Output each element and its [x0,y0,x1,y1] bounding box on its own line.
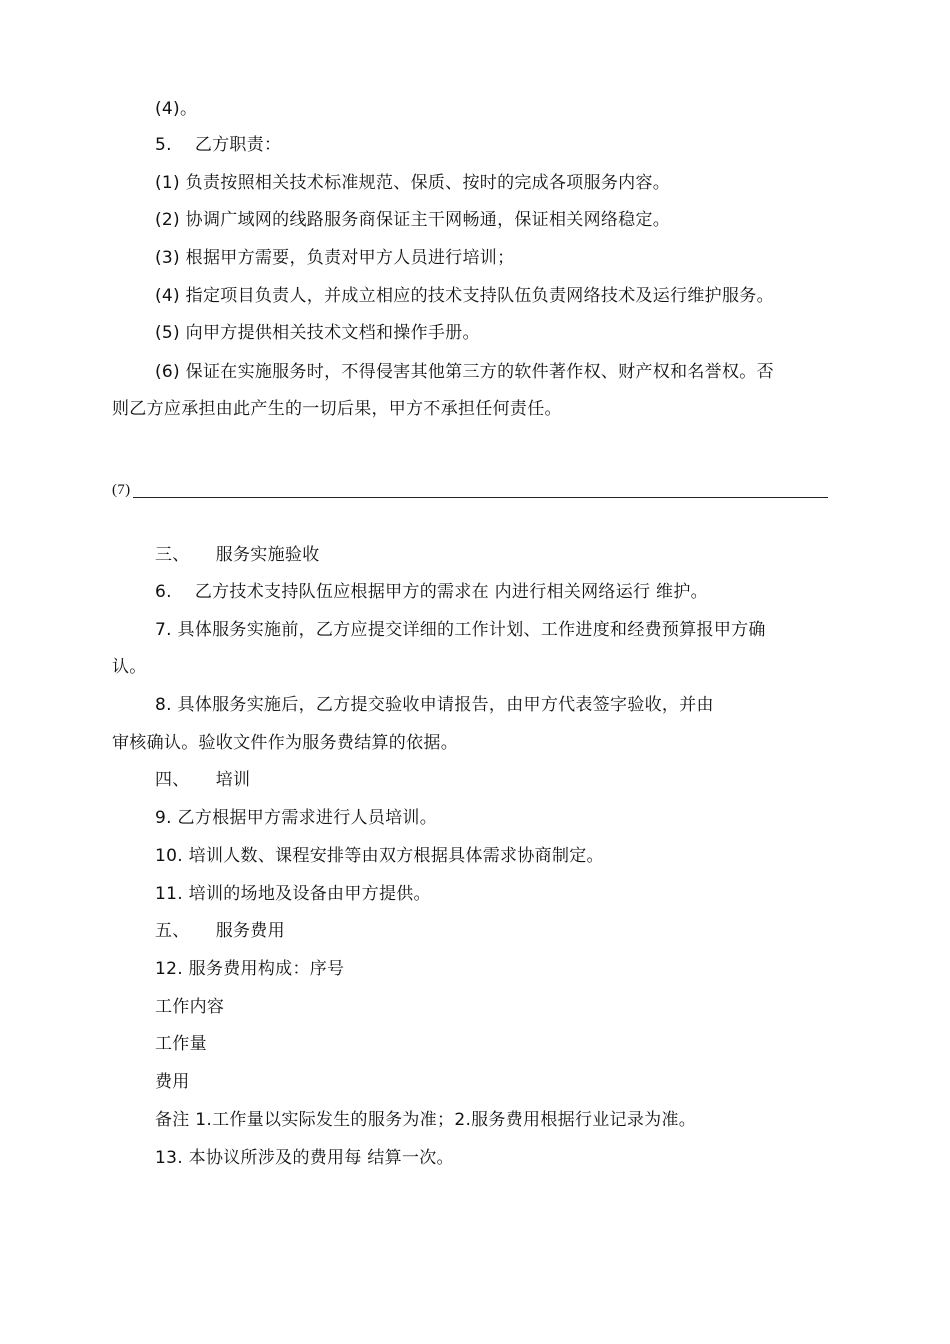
text-line: (6) 保证在实施服务时，不得侵害其他第三方的软件著作权、财产权和名誉权。否 [155,362,774,382]
text-line: 10. 培训人数、课程安排等由双方根据具体需求协商制定。 [155,846,604,866]
text-line: (5) 向甲方提供相关技术文档和操作手册。 [155,323,480,343]
text-line: 13. 本协议所涉及的费用每 结算一次。 [155,1148,454,1168]
text-line: (1) 负责按照相关技术标准规范、保质、按时的完成各项服务内容。 [155,173,671,193]
text-line: (4) 指定项目负责人，并成立相应的技术支持队伍负责网络技术及运行维护服务。 [155,286,774,306]
blank-fill-line [133,497,828,498]
text-line: 11. 培训的场地及设备由甲方提供。 [155,884,431,904]
text-line: 12. 服务费用构成：序号 [155,959,345,979]
section-heading: 四、 培训 [155,770,251,790]
text-line: 认。 [112,657,147,677]
text-line: 7. 具体服务实施前，乙方应提交详细的工作计划、工作进度和经费预算报甲方确 [155,620,766,640]
text-line: (3) 根据甲方需要，负责对甲方人员进行培训； [155,248,515,268]
text-line: 审核确认。验收文件作为服务费结算的依据。 [112,733,458,753]
text-line: 则乙方应承担由此产生的一切后果，甲方不承担任何责任。 [112,399,562,419]
text-line: 备注 1.工作量以实际发生的服务为准；2.服务费用根据行业记录为准。 [155,1110,697,1130]
text-line: 9. 乙方根据甲方需求进行人员培训。 [155,808,438,828]
text-line: 工作量 [155,1034,207,1054]
text-line: 6. 乙方技术支持队伍应根据甲方的需求在 内进行相关网络运行 维护。 [155,582,708,602]
text-line: (2) 协调广域网的线路服务商保证主干网畅通，保证相关网络稳定。 [155,210,671,230]
text-line: 工作内容 [155,997,225,1017]
text-line: 8. 具体服务实施后，乙方提交验收申请报告，由甲方代表签字验收，并由 [155,695,714,715]
section-heading: 5. 乙方职责： [155,135,282,155]
text-line: 费用 [155,1072,190,1092]
section-heading: 五、 服务费用 [155,921,285,941]
item-7-label: (7) [112,482,131,498]
section-heading: 三、 服务实施验收 [155,545,320,565]
text-line: (4)。 [155,99,198,119]
